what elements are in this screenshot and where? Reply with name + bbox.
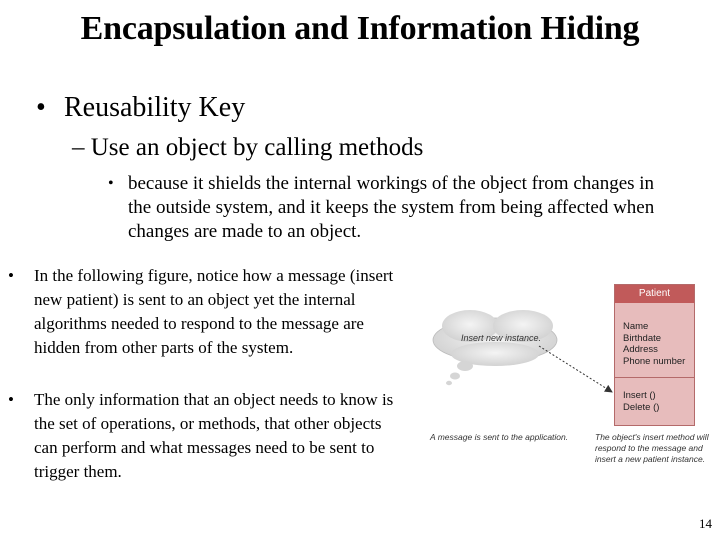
bullet-dot: • (8, 266, 14, 285)
bullet-figure-note-text: In the following figure, notice how a message (insert new patient) is sent to an object yet the internal algorithms needed to respond to the message are hidden from other parts of the system. (34, 266, 394, 357)
class-method: Insert () (623, 390, 656, 401)
class-methods (615, 378, 694, 413)
bullet-information-needed (8, 388, 408, 484)
class-attributes (615, 303, 694, 378)
message-cloud-shape (433, 310, 557, 385)
bullet-information-needed-text: The only information that an object needs to know is the set of operations, or methods, that other objects can perform and what messages need to be sent to trigger them. (34, 390, 394, 481)
slide-title: Encapsulation and Information Hiding (80, 10, 640, 47)
caption-left: A message is sent to the application. (430, 432, 569, 442)
bullet-dot: • (36, 92, 46, 123)
bullet-dot: • (108, 175, 114, 192)
bullet-dot: • (8, 390, 14, 409)
page-number: 14 (699, 516, 712, 531)
message-arrow (539, 346, 612, 392)
bullet-level3 (108, 172, 668, 244)
patient-class-card (614, 284, 695, 426)
cloud-label: Insert new instance. (461, 333, 542, 343)
bullet-level1 (36, 92, 245, 124)
class-method: Delete () (623, 401, 660, 413)
class-attribute: Address (623, 344, 658, 355)
bullet-level2: – Use an object by calling methods (72, 134, 424, 161)
encapsulation-figure (425, 276, 717, 472)
class-name: Patient (615, 285, 694, 303)
bullet-figure-note (8, 264, 408, 360)
class-attribute: Phone number (623, 355, 686, 367)
class-attribute: Name (623, 321, 649, 332)
class-attribute: Birthdate (623, 332, 662, 344)
caption-right: The object's insert method will respond to the message and insert a new patient instance. (595, 432, 709, 464)
bullet-level3-text: because it shields the internal workings of the object from changes in the outside system, and it keeps the system from being affected when changes are made to an object. (128, 173, 655, 242)
bullet-level1-text: Reusability Key (64, 92, 246, 123)
